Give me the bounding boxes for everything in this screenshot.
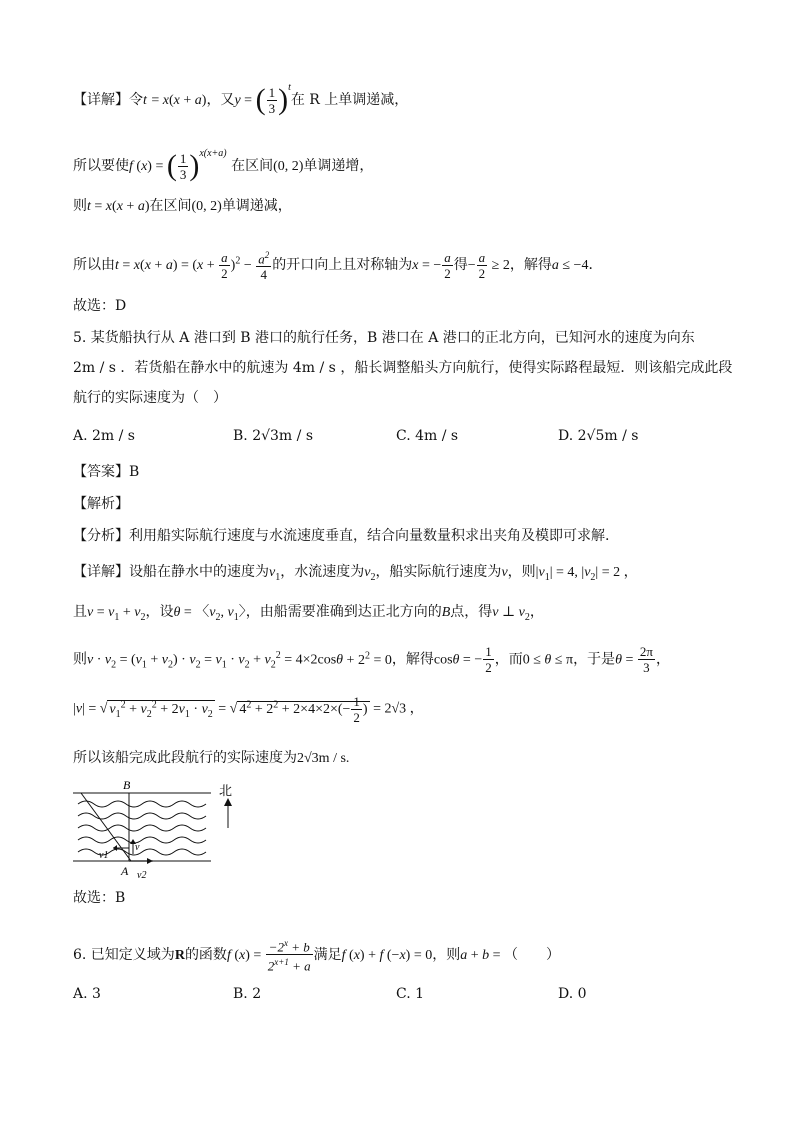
detail-line-2: 所以要使f (x) = ( $\frac{1}{3}$ )$^{x(x+a)}$ 在区间(0, 2)单调递增，: [73, 148, 374, 182]
detail-line-1: 【详解】令t = x(x + a)，又y = ( $\frac{1}{3}$ )$^t$在 R 上单调递减，: [73, 82, 409, 116]
set-r: R: [174, 947, 185, 963]
north-label: 北: [219, 784, 233, 799]
text: 所以要使: [73, 158, 129, 174]
text: ，又: [206, 92, 235, 108]
fraction: $\frac{1}{3}$: [179, 150, 187, 182]
q5-answer: 【答案】B: [73, 464, 140, 480]
text: 且: [73, 604, 87, 620]
v2-label: v2: [137, 870, 147, 881]
q5-option-a[interactable]: A. 2m / s: [73, 428, 135, 444]
text: 6. 已知定义域为: [73, 946, 175, 963]
text: 点，得: [450, 604, 493, 620]
q6-options: [73, 984, 713, 1004]
detail-line-3: 则t = x(x + a)在区间(0, 2)单调递减，: [73, 198, 292, 214]
detail-label: 【详解】: [73, 92, 129, 108]
q5-detail-2: 且$v = v_1 + v_2$，设θ = 〈$v_2$, $v_1$〉，由船需要准确到达正北方向的B点，得v ⊥ $v_2$，: [73, 604, 544, 623]
text: ，而: [494, 651, 523, 668]
text: ，解得: [509, 257, 552, 274]
math: t: [143, 93, 147, 108]
text: 在区间: [149, 198, 192, 214]
text: 所以由: [73, 257, 115, 274]
text: 令: [129, 92, 143, 108]
q6-line-1: 6. 已知定义域为R的函数f (x) = $\frac{-2^x + b}{2^{x+1} + a}$ 满足f (x) + f (−x) = 0，则a + b = （ ）: [73, 938, 561, 974]
q6-option-a[interactable]: A. 3: [73, 986, 101, 1002]
text: 在区间: [231, 158, 274, 174]
q5-fenxi: 【分析】利用船实际航行速度与水流速度垂直，结合向量数量积求出夹角及模即可求解.: [73, 528, 610, 544]
answer-4: 故选：D: [73, 298, 127, 314]
text: 单调递增，: [303, 158, 374, 174]
q5-detail-1: 【详解】设船在静水中的速度为$v_1$，水流速度为$v_2$，船实际航行速度为v，则$|v_1| = 4$, $|v_2| = 2$ ，: [73, 564, 638, 583]
text: 则: [73, 651, 87, 668]
point-b-label: B: [123, 778, 131, 792]
text: 则: [73, 198, 87, 214]
q5-line-1: 5. 某货船执行从 A 港口到 B 港口的航行任务，B 港口在 A 港口的正北方向，已知河水的速度为向东: [73, 330, 695, 346]
text: ，船实际航行速度为: [375, 564, 502, 580]
q5-option-c[interactable]: C. 4m / s: [396, 428, 459, 444]
text: ，设: [145, 604, 174, 620]
text: ，水流速度为: [280, 564, 365, 580]
water-waves: [78, 801, 206, 855]
q6-option-d[interactable]: D. 0: [558, 986, 587, 1002]
text: 的开口向上且对称轴为: [272, 257, 413, 274]
text: ．: [588, 257, 603, 274]
arrowhead: [224, 798, 232, 806]
q5-options: [73, 426, 713, 446]
q5-line-2: 2m / s ．若货船在静水中的航速为 4m / s ，船长调整船头方向航行，使得实际路程最短．则该船完成此段: [73, 360, 733, 376]
text: 的函数: [184, 946, 227, 963]
v1-label: v1: [99, 850, 109, 861]
text: ，于是: [573, 651, 616, 668]
q5-detail-4: |v| = √ $v_1^2 + v_2^2 + 2v_1 \cdot v_2$ = √ $4^2 + 2^2 + 2\times 4\times 2\times(-$ $\frac{1}{2}$ ) = 2√3 ，: [73, 694, 424, 725]
text: ，解得: [391, 651, 434, 668]
text: ，由船需要准确到达正北方向的: [245, 604, 442, 620]
v-label: v: [135, 842, 140, 853]
river-diagram: [73, 778, 253, 883]
q5-option-b[interactable]: B. 2√3m / s: [233, 428, 314, 444]
text: （ ）: [504, 946, 561, 963]
text: 单调递减，: [221, 198, 292, 214]
arrowhead: [147, 858, 153, 864]
text: 满足: [313, 946, 342, 963]
q6-option-b[interactable]: B. 2: [233, 986, 262, 1002]
text: ，则: [432, 946, 461, 963]
text: 【详解】设船在静水中的速度为: [73, 564, 269, 580]
answer-5: 故选：B: [73, 890, 126, 906]
q5-line-3: 航行的实际速度为（ ）: [73, 390, 227, 406]
q5-detail-5: [73, 748, 349, 769]
q6-option-c[interactable]: C. 1: [396, 986, 425, 1002]
point-a-label: A: [121, 864, 129, 878]
fraction: $\frac{1}{3}$: [268, 84, 276, 116]
text: 得: [453, 257, 468, 274]
q5-detail-3: 则$v \cdot v_2 = (v_1 + v_2) \cdot v_2 = v_1 \cdot v_2 + v_2^2 = 4\times 2\cos\theta + 2^2 = 0$，解得cosθ = − $\frac{1}{2}$ ，而0 ≤ θ ≤ π，于是θ = $\frac{2\pi}{3}$ ，: [73, 644, 670, 675]
text: 所以该船完成此段航行的实际速度为: [73, 750, 297, 766]
text: 在 R 上单调递减，: [290, 92, 409, 108]
q5-analysis: 【解析】: [73, 496, 129, 512]
text: ，则: [507, 564, 536, 580]
detail-line-4: 所以由t = x(x + a) = (x + $\frac{a}{2}$ )$^2$ − $\frac{a^2}{4}$ 的开口向上且对称轴为x = − $\frac{a}{2}$ 得− $\frac{a}{2}$ ≥ 2，解得a ≤ −4．: [73, 249, 603, 283]
speed-value: 2√3m / s.: [297, 751, 350, 766]
q5-option-d[interactable]: D. 2√5m / s: [558, 428, 639, 444]
